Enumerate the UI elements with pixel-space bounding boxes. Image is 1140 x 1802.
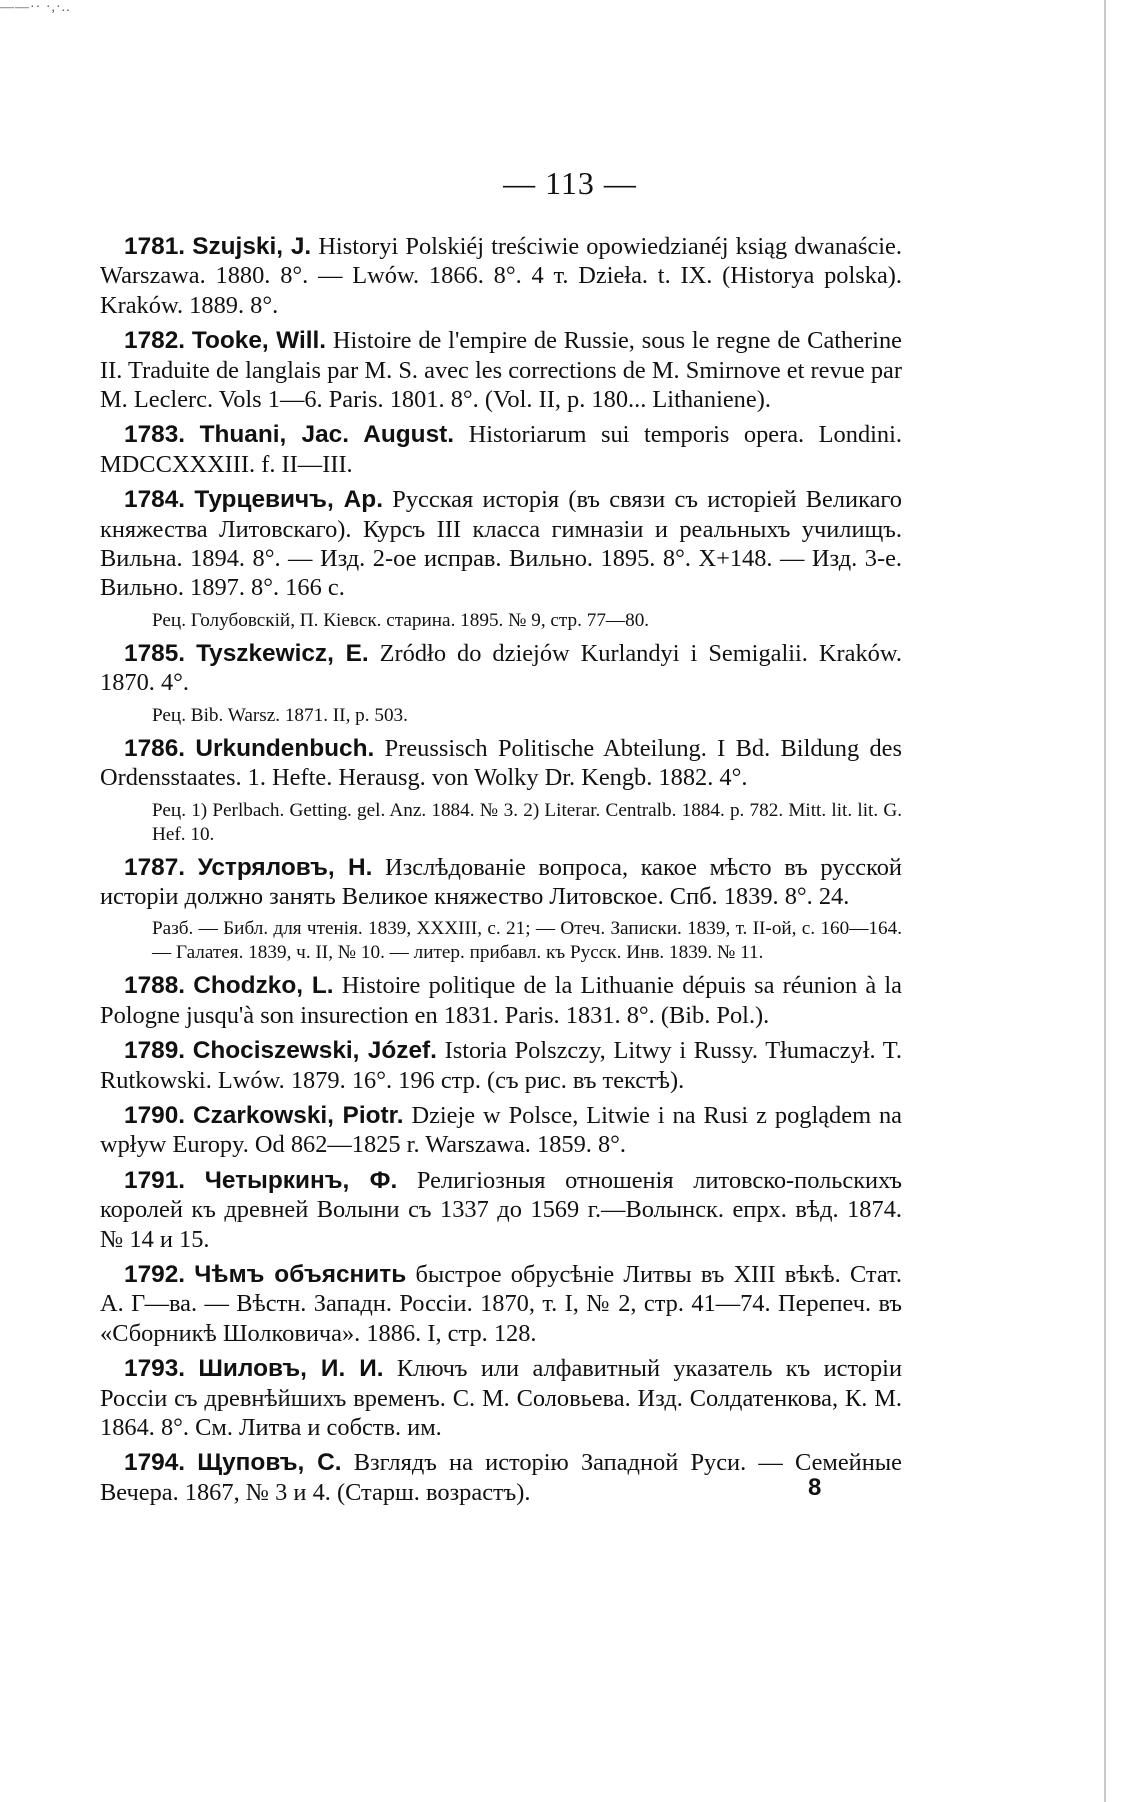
entry-text: Historiarum sui temporis opera. Londini. MDCCXXXIII. f. II—III.: [100, 421, 902, 478]
entry-number: 1782.: [124, 327, 186, 355]
entry-author: Urkundenbuch.: [195, 734, 375, 762]
entry-1783: [100, 420, 902, 479]
entry-number: 1794.: [124, 1449, 186, 1477]
entry-author: Tooke, Will.: [191, 327, 327, 355]
entry-1792: [100, 1260, 902, 1348]
entry-review: Рец. 1) Perlbach. Getting. gel. Anz. 1884. № 3. 2) Literar. Centralb. 1884. p. 782. Mitt. lit. lit. G. Hef. 10.: [152, 799, 902, 845]
bibliography-column: [100, 232, 902, 1513]
entry-text: Религіозныя отношенія литовско-польскихъ королей къ древней Волыни съ 1337 до 1569 г.—Волынск. епрх. вѣд. 1874. № 14 и 15.: [100, 1166, 902, 1253]
entry-1782: [100, 326, 902, 414]
entry-1784: [100, 485, 902, 603]
entry-1781: [100, 232, 902, 320]
entry-text: Ключъ или алфавитный указатель къ исторіи Россіи съ древнѣйшихъ временъ. С. М. Соловьева. Изд. Солдатенкова, К. М. 1864. 8°. См. Литва и собств. им.: [100, 1355, 903, 1441]
entry-1788: [100, 971, 902, 1030]
signature-mark: 8: [808, 1474, 822, 1501]
entry-review: Рец. Голубовскій, П. Кіевск. старина. 1895. № 9, стр. 77—80.: [152, 609, 650, 631]
page-number: — 113 —: [503, 165, 637, 201]
entry-text: Historyi Polskiéj treściwie opowiedzianéj ksiąg dwanaście. Warszawa. 1880. 8°. — Lwów. 1866. 8°. 4 т. Dzieła. t. IX. (Historya polska). Kraków. 1889. 8°.: [100, 233, 902, 319]
entry-text: Изслѣдованіе вопроса, какое мѣсто въ русской исторіи должно занять Великое княжество Литовское. Спб. 1839. 8°. 24.: [100, 853, 902, 910]
entry-number: 1786.: [124, 734, 186, 762]
entry-1789: [100, 1036, 902, 1095]
entry-number: 1789.: [124, 1037, 186, 1065]
entry-number: 1785.: [124, 639, 186, 667]
entry-1790: [100, 1101, 902, 1160]
entry-text: Русская исторія (въ связи съ исторіей Великаго княжества Литовскаго). Курсъ III класса гимназіи и реальныхъ училищъ. Вильна. 1894. 8°. — Изд. 2-ое исправ. Вильно. 1895. 8°. X+148. — Изд. 3-е. Вильно. 1897. 8°. 166 с.: [100, 486, 902, 602]
entry-author: Щуповъ, С.: [197, 1449, 342, 1477]
entry-review: Разб. — Библ. для чтенія. 1839, XXXIII, с. 21; — Отеч. Записки. 1839, т. II-ой, с. 160—164. — Галатея. 1839, ч. II, № 10. — литер. прибавл. къ Русск. Инв. 1839. № 11.: [152, 918, 902, 964]
entry-1785: [100, 639, 902, 698]
entry-author: Шиловъ, И. И.: [198, 1355, 384, 1383]
entry-author: Устряловъ, Н.: [197, 853, 373, 881]
entry-text: Istoria Polszczy, Litwy i Russy. Tłumaczył. T. Rutkowski. Lwów. 1879. 16°. 196 стр. (съ рис. въ текстѣ).: [100, 1037, 902, 1094]
entry-number: 1792.: [124, 1260, 186, 1288]
entry-author: Чѣмъ объяснить: [194, 1260, 407, 1288]
entry-author: Турцевичъ, Ар.: [194, 486, 383, 514]
entry-number: 1783.: [124, 421, 186, 449]
entry-number: 1793.: [124, 1355, 186, 1383]
entry-text: Preussisch Politische Abteilung. I Bd. Bildung des Ordensstaates. 1. Hefte. Herausg. von Wolky Dr. Kengb. 1882. 4°.: [100, 734, 903, 792]
entry-1794: [100, 1448, 902, 1507]
scan-mark: ——·· ·,·..: [0, 0, 71, 15]
entry-author: Czarkowski, Piotr.: [192, 1101, 404, 1129]
entry-1787: [100, 853, 902, 912]
entry-1791: [100, 1166, 902, 1254]
entry-number: 1781.: [124, 233, 186, 260]
entry-number: 1791.: [124, 1166, 186, 1194]
entry-number: 1790.: [124, 1101, 186, 1129]
entry-author: Szujski, J.: [192, 233, 312, 260]
entry-review: Рец. Bib. Warsz. 1871. II, p. 503.: [152, 704, 408, 726]
entry-author: Четыркинъ, Ф.: [204, 1166, 398, 1194]
entry-number: 1787.: [124, 853, 186, 881]
entry-text: Histoire de l'empire de Russie, sous le regne de Catherine II. Traduite de langlais par M. S. avec les corrections de M. Smirnove et revue par M. Leclerc. Vols 1—6. Paris. 1801. 8°. (Vol. II, p. 180... Lithaniene).: [100, 327, 902, 414]
page-edge-rule: [1104, 0, 1106, 1802]
entry-number: 1788.: [124, 972, 186, 1000]
entry-text: Histoire politique de la Lithuanie dépuis sa réunion à la Pologne jusqu'à son insurection en 1831. Paris. 1831. 8°. (Bib. Pol.).: [100, 972, 902, 1029]
entry-text: быстрое обрусѣніе Литвы въ XIII вѣкѣ. Стат. А. Г—ва. — Вѣстн. Западн. Россіи. 1870, т. I, № 2, стр. 41—74. Перепеч. въ «Сборникѣ Шолковича». 1886. I, стр. 128.: [100, 1260, 902, 1347]
entry-text: Взглядъ на исторію Западной Руси. — Семейные Вечера. 1867, № 3 и 4. (Старш. возрастъ).: [100, 1449, 902, 1506]
entry-1786: [100, 734, 902, 793]
entry-author: Tyszkewicz, E.: [196, 639, 369, 667]
entry-number: 1784.: [124, 486, 186, 514]
entry-author: Chodzko, L.: [193, 972, 334, 1000]
entry-text: Zródło do dziejów Kurlandyi i Semigalii. Kraków. 1870. 4°.: [100, 639, 902, 697]
entry-text: Dzieje w Polsce, Litwie i na Rusi z poglądem na wpływ Europy. Od 862—1825 r. Warszawa. 1859. 8°.: [100, 1101, 902, 1159]
entry-author: Chociszewski, Józef.: [192, 1037, 437, 1065]
entry-author: Thuani, Jac. August.: [199, 421, 455, 449]
entry-1793: [100, 1354, 902, 1442]
